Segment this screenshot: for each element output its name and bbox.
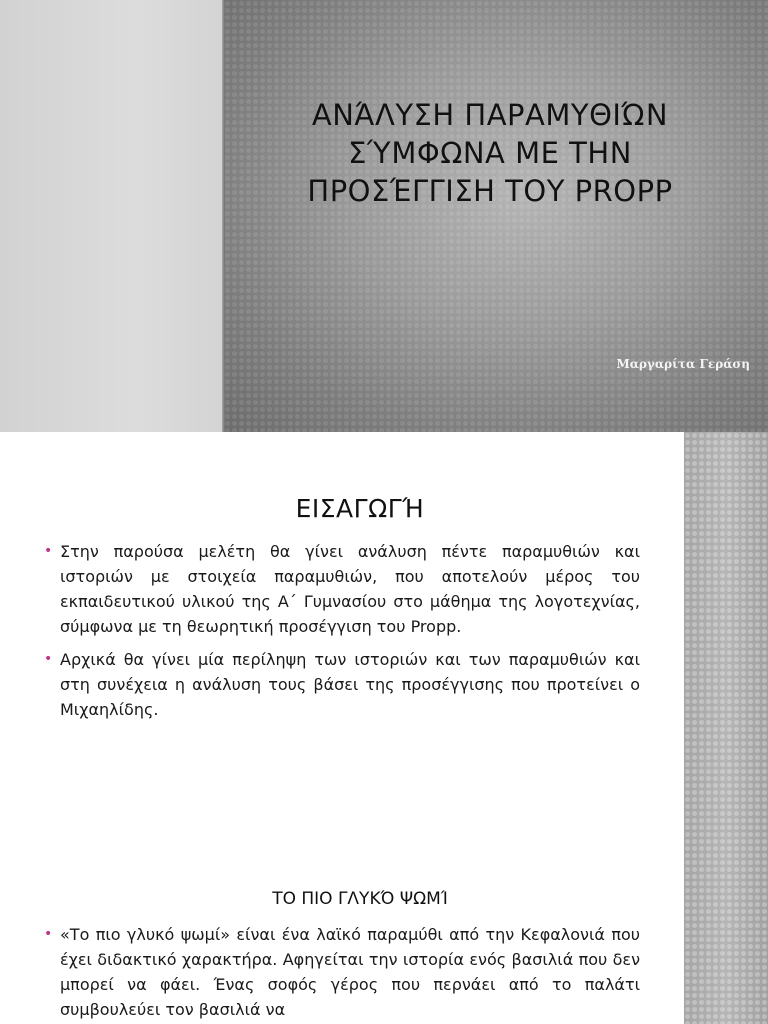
content-slide: [0, 432, 768, 1024]
list-item: [44, 539, 640, 639]
title-slide-divider: [222, 0, 225, 432]
list-item: [44, 922, 640, 1022]
presentation-author: Μαργαρίτα Γεράση: [616, 357, 750, 371]
bullet-icon: •: [44, 926, 53, 942]
intro-heading: ΕΙΣΑΓΩΓΉ: [295, 494, 425, 523]
bullet-icon: •: [44, 543, 53, 559]
bullet-icon: •: [44, 651, 53, 667]
story-bullet-list: [44, 922, 640, 1024]
intro-bullet-text: Στην παρούσα μελέτη θα γίνει ανάλυση πέντε παραμυθιών και ιστοριών με στοιχεία παραμυθιών, που αποτελούν μέρος του εκπαιδευτικού υλικού της Α΄ Γυμνασίου στο μάθημα της λογοτεχνίας, σύμφωνα με τη θεωρητική προσέγγιση του Propp.: [60, 542, 640, 636]
content-slide-textured-stripe: [684, 432, 768, 1024]
title-slide: [0, 0, 768, 432]
intro-bullet-text: Αρχικά θα γίνει μία περίληψη των ιστοριών και των παραμυθιών και στη συνέχεια η ανάλυση τους βάσει της προσέγγισης που προτείνει ο Μιχαηλίδης.: [60, 650, 640, 719]
title-slide-left-panel: [0, 0, 224, 432]
intro-bullet-list: [44, 539, 640, 730]
list-item: [44, 647, 640, 722]
presentation-title: ΑΝΆΛΥΣΗ ΠΑΡΑΜΥΘΙΏΝ ΣΎΜΦΩΝΑ ΜΕ ΤΗΝ ΠΡΟΣΈΓΓΙΣΗ ΤΟΥ PROPP: [307, 98, 673, 208]
story-heading: ΤΟ ΠΙΟ ΓΛΥΚΌ ΨΩΜΊ: [272, 889, 448, 909]
story-bullet-text: «Το πιο γλυκό ψωμί» είναι ένα λαϊκό παραμύθι από την Κεφαλονιά που έχει διδακτικό χαρακτήρα. Αφηγείται την ιστορία ενός βασιλιά που δεν μπορεί να φάει. Ένας σοφός γέρος που περνάει από το παλάτι συμβουλεύει τον βασιλιά να: [60, 925, 640, 1019]
